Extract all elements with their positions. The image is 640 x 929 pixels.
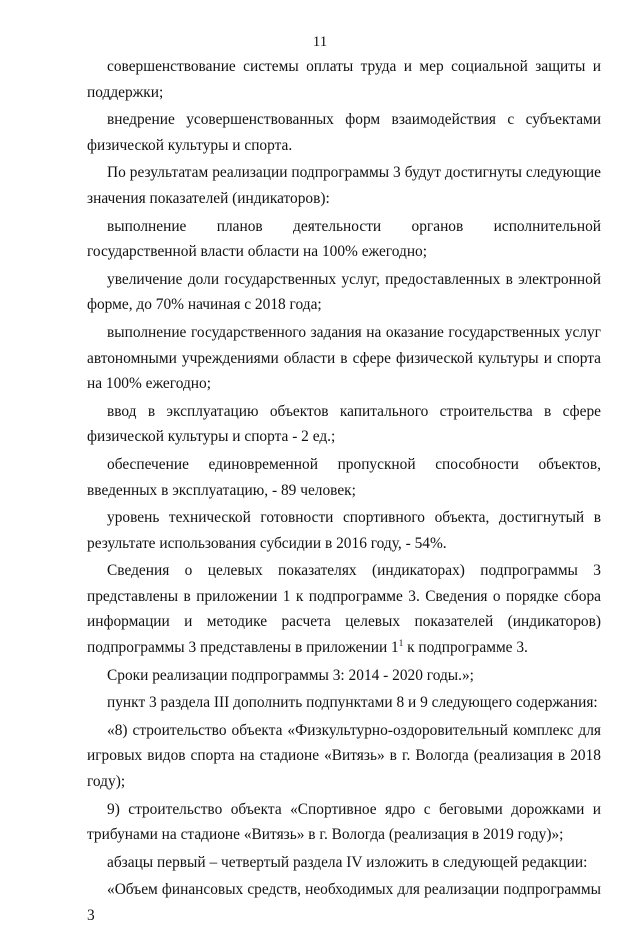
paragraph-subitem-8: «8) строительство объекта «Физкультурно-оздоровительный комплекс для игровых видов спорта на стадионе «Витязь» в г. Вологда (реализация в 2018 году); — [87, 721, 601, 791]
paragraph-implementation-period: Сроки реализации подпрограммы 3: 2014 - 2020 годы.»; — [107, 666, 474, 684]
indicators-text-end: к подпрограмме 3. — [403, 639, 528, 657]
paragraph-electronic-services: увеличение доли государственных услуг, предоставленных в электронной форме, до 70% начиная с 2018 года; — [87, 270, 601, 314]
paragraph-plans-execution: выполнение планов деятельности органов исполнительной государственной власти области на 100% ежегодно; — [87, 217, 601, 261]
appendix-superscript: 1 — [398, 637, 404, 648]
page-number: 11 — [312, 34, 328, 50]
paragraph-construction-commissioning: ввод в эксплуатацию объектов капитального строительства в сфере физической культуры и спорта - 2 ед.; — [87, 402, 601, 446]
paragraph-interaction-forms: внедрение усовершенствованных форм взаимодействия с субъектами физической культуры и спорта. — [87, 111, 601, 154]
paragraph-results-intro: По результатам реализации подпрограммы 3 будут достигнуты следующие значения показателей (индикаторов): — [87, 164, 601, 207]
paragraph-indicators-info — [87, 558, 601, 660]
paragraph-technical-readiness: уровень технической готовности спортивного объекта, достигнутый в результате использования субсидии в 2016 году, - 54%. — [87, 509, 601, 552]
paragraph-section-iv-edit: абзацы первый – четвертый раздела IV изложить в следующей редакции: — [107, 853, 588, 871]
document-body — [87, 54, 601, 929]
paragraph-salary-system: совершенствование системы оплаты труда и мер социальной защиты и поддержки; — [87, 58, 601, 101]
indicators-text: Сведения о целевых показателях (индикаторах) подпрограммы 3 представлены в приложении 1 к подпрограмме 3. Сведения о порядке сбора информации и методике расчета целевых показателей (индикаторов) подпрограммы 3 представлены в приложении 1 — [87, 562, 601, 657]
paragraph-state-task: выполнение государственного задания на оказание государственных услуг автономными учреждениями области в сфере физической культуры и спорта на 100% ежегодно; — [87, 323, 601, 393]
paragraph-subitem-9: 9) строительство объекта «Спортивное ядро с беговыми дорожками и трибунами на стадионе «Витязь» в г. Вологда (реализация в 2019 году)»; — [87, 800, 601, 844]
paragraph-financing-volume: «Объем финансовых средств, необходимых для реализации подпрограммы 3 — [87, 881, 601, 924]
paragraph-section-amendment: пункт 3 раздела III дополнить подпунктами 8 и 9 следующего содержания: — [107, 694, 598, 712]
paragraph-capacity: обеспечение единовременной пропускной способности объектов, введенных в эксплуатацию, - 89 человек; — [87, 455, 601, 499]
